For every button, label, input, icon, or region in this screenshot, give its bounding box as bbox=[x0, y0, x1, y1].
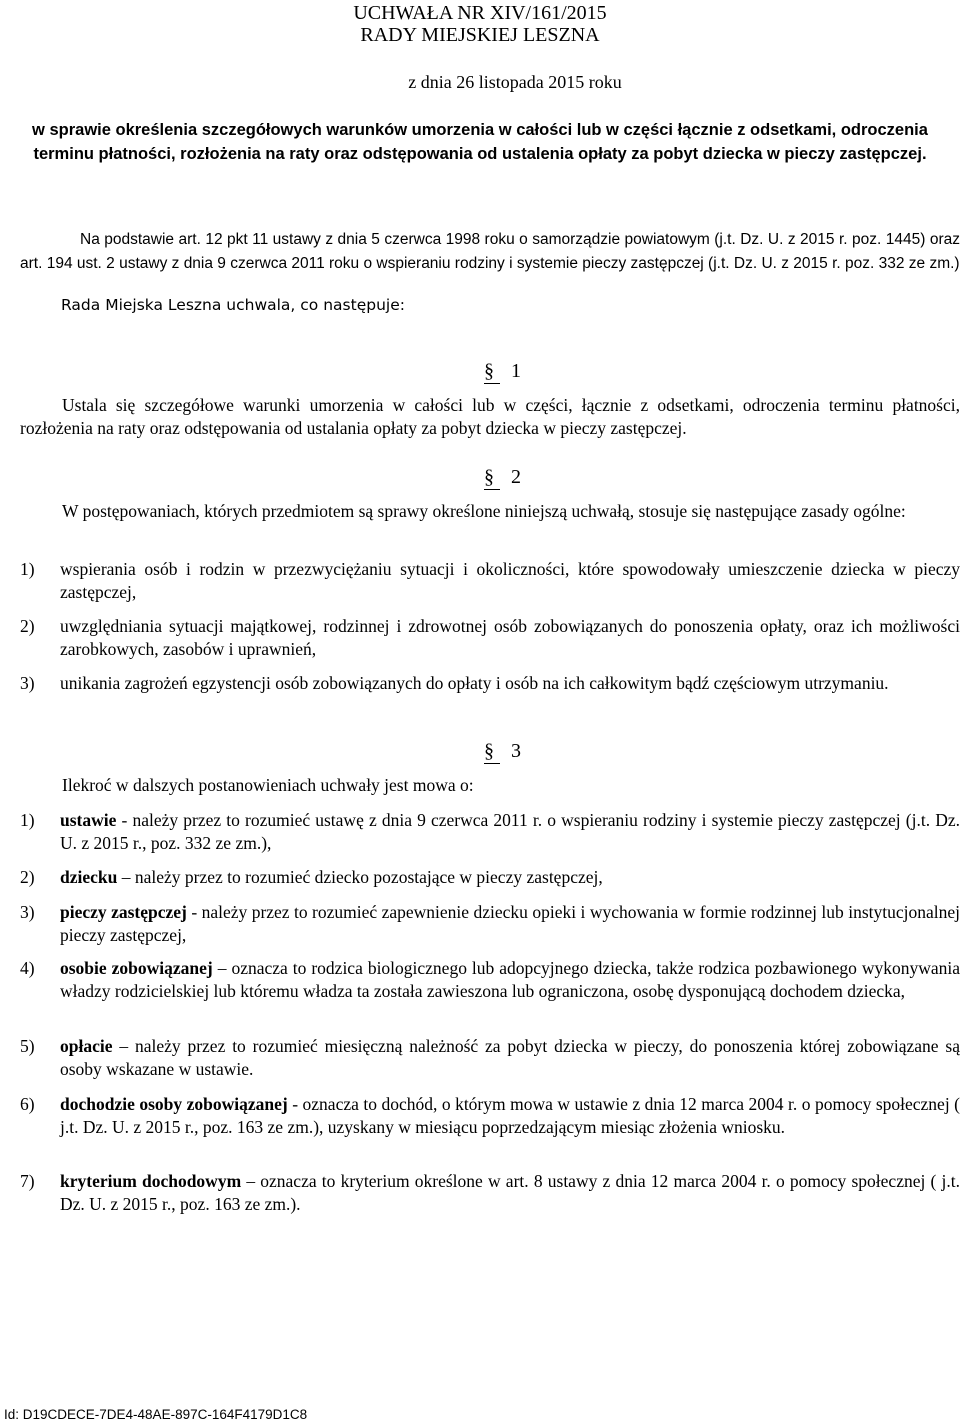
definition-text: - oznacza to dochód, o którym mowa w ustawie z dnia 12 marca 2004 r. o pomocy społecznej ( j.t. Dz. U. z 2015 r., poz. 163 ze zm.), uzyskany w miesiącu poprzedzającym miesiąc złożenia wniosku. bbox=[60, 1094, 960, 1137]
definition-text: – oznacza to rodzica biologicznego lub adopcyjnego dziecka, także rodzica pozbawionego wykonywania władzy rodzicielskiej lub któremu władza ta została zawieszona lub ograniczona, osobę dysponującą dochodem dziecka, bbox=[60, 958, 960, 1001]
list-item-number: 2) bbox=[20, 616, 35, 636]
section-number: 2 bbox=[511, 466, 527, 488]
section-3-intro: Ilekroć w dalszych postanowieniach uchwały jest mowa o: bbox=[62, 775, 474, 795]
definition-text: – oznacza to kryterium określone w art. 8 ustawy z dnia 12 marca 2004 r. o pomocy społecznej ( j.t. Dz. U. z 2015 r., poz. 163 ze zm.). bbox=[60, 1171, 960, 1214]
section-2-heading bbox=[484, 466, 527, 489]
definition-text: – należy przez to rozumieć dziecko pozostające w pieczy zastępczej, bbox=[117, 867, 603, 887]
section-2-intro: W postępowaniach, których przedmiotem są sprawy określone niniejszą uchwałą, stosuje się następujące zasady ogólne: bbox=[62, 501, 906, 521]
council-resolves: Rada Miejska Leszna uchwala, co następuje: bbox=[61, 296, 405, 314]
list-item bbox=[20, 1093, 960, 1139]
list-item bbox=[20, 1035, 960, 1081]
list-item-number: 5) bbox=[20, 1036, 35, 1056]
legal-basis-text: Na podstawie art. 12 pkt 11 ustawy z dnia 5 czerwca 1998 roku o samorządzie powiatowym (j.t. Dz. U. z 2015 r. poz. 1445) oraz art. 194 ust. 2 ustawy z dnia 9 czerwca 2011 roku o wspieraniu rodziny i systemie pieczy zastępczej (j.t. Dz. U. z 2015 r. poz. 332 ze zm.) bbox=[20, 231, 960, 272]
list-item-number: 3) bbox=[20, 673, 35, 693]
list-item bbox=[20, 1170, 960, 1216]
definition-text: – należy przez to rozumieć miesięczną należność za pobyt dziecka w pieczy, do ponoszenia której zobowiązane są osoby wskazane w ustawie. bbox=[60, 1036, 960, 1079]
list-item bbox=[20, 866, 960, 889]
list-item-text: wspierania osób i rodzin w przezwyciężaniu sytuacji i okoliczności, które spowodowały umieszczenie dziecka w pieczy zastępczej, bbox=[60, 559, 960, 602]
list-item-text: unikania zagrożeń egzystencji osób zobowiązanych do opłaty i osób na ich całkowitym bądź częściowym utrzymaniu. bbox=[60, 673, 889, 693]
resolution-number: UCHWAŁA NR XIV/161/2015 bbox=[353, 2, 607, 24]
list-item-number: 1) bbox=[20, 559, 35, 579]
list-item-number: 2) bbox=[20, 867, 35, 887]
section-1-text: Ustala się szczegółowe warunki umorzenia w całości lub w części, łącznie z odsetkami, odroczenia terminu płatności, rozłożenia na raty oraz odstępowania od ustalania opłaty za pobyt dziecka w pieczy zastępczej. bbox=[20, 395, 960, 438]
section-3-heading bbox=[484, 740, 527, 763]
resolution-date: z dnia 26 listopada 2015 roku bbox=[408, 72, 622, 92]
list-item-text: uwzględniania sytuacji majątkowej, rodzinnej i zdrowotnej osób zobowiązanych do ponoszenia opłaty, oraz ich możliwości zarobkowych, zasobów i uprawnień, bbox=[60, 616, 960, 659]
document-id: Id: D19CDECE-7DE4-48AE-897C-164F4179D1C8 bbox=[4, 1407, 308, 1422]
council-name: RADY MIEJSKIEJ LESZNA bbox=[360, 24, 600, 46]
list-item-number: 4) bbox=[20, 958, 35, 978]
definition-term: pieczy zastępczej bbox=[60, 902, 187, 922]
section-number: 3 bbox=[511, 740, 527, 762]
list-item bbox=[20, 615, 960, 661]
section-mark: § bbox=[484, 360, 500, 382]
definition-term: ustawie bbox=[60, 810, 117, 830]
list-item bbox=[20, 672, 960, 695]
definition-term: dziecku bbox=[60, 867, 118, 887]
legal-basis bbox=[20, 228, 960, 276]
resolution-subject: w sprawie określenia szczegółowych warunków umorzenia w całości lub w części łącznie z odsetkami, odroczenia terminu płatności, rozłożenia na raty oraz odstępowania od ustalenia opłaty za pobyt dziecka w pieczy zastępczej. bbox=[32, 121, 928, 163]
section-1-heading bbox=[484, 360, 527, 383]
list-item bbox=[20, 809, 960, 855]
definition-term: osobie zobowiązanej bbox=[60, 958, 213, 978]
definition-term: dochodzie osoby zobowiązanej bbox=[60, 1094, 288, 1114]
section-mark: § bbox=[484, 740, 500, 762]
list-item-number: 1) bbox=[20, 810, 35, 830]
definition-text: - należy przez to rozumieć zapewnienie dziecku opieki i wychowania w formie rodzinnej lub instytucjonalnej pieczy zastępczej, bbox=[60, 902, 960, 945]
list-item bbox=[20, 957, 960, 1003]
list-item-number: 6) bbox=[20, 1094, 35, 1114]
list-item-number: 7) bbox=[20, 1171, 35, 1191]
definition-term: opłacie bbox=[60, 1036, 113, 1056]
section-mark: § bbox=[484, 466, 500, 488]
list-item bbox=[20, 901, 960, 947]
section-number: 1 bbox=[511, 360, 527, 382]
definition-term: kryterium dochodowym bbox=[60, 1171, 242, 1191]
resolution-title bbox=[0, 2, 960, 46]
definition-text: - należy przez to rozumieć ustawę z dnia 9 czerwca 2011 r. o wspieraniu rodziny i systemie pieczy zastępczej (j.t. Dz. U. z 2015 r., poz. 332 ze zm.), bbox=[60, 810, 960, 853]
list-item-number: 3) bbox=[20, 902, 35, 922]
list-item bbox=[20, 558, 960, 604]
